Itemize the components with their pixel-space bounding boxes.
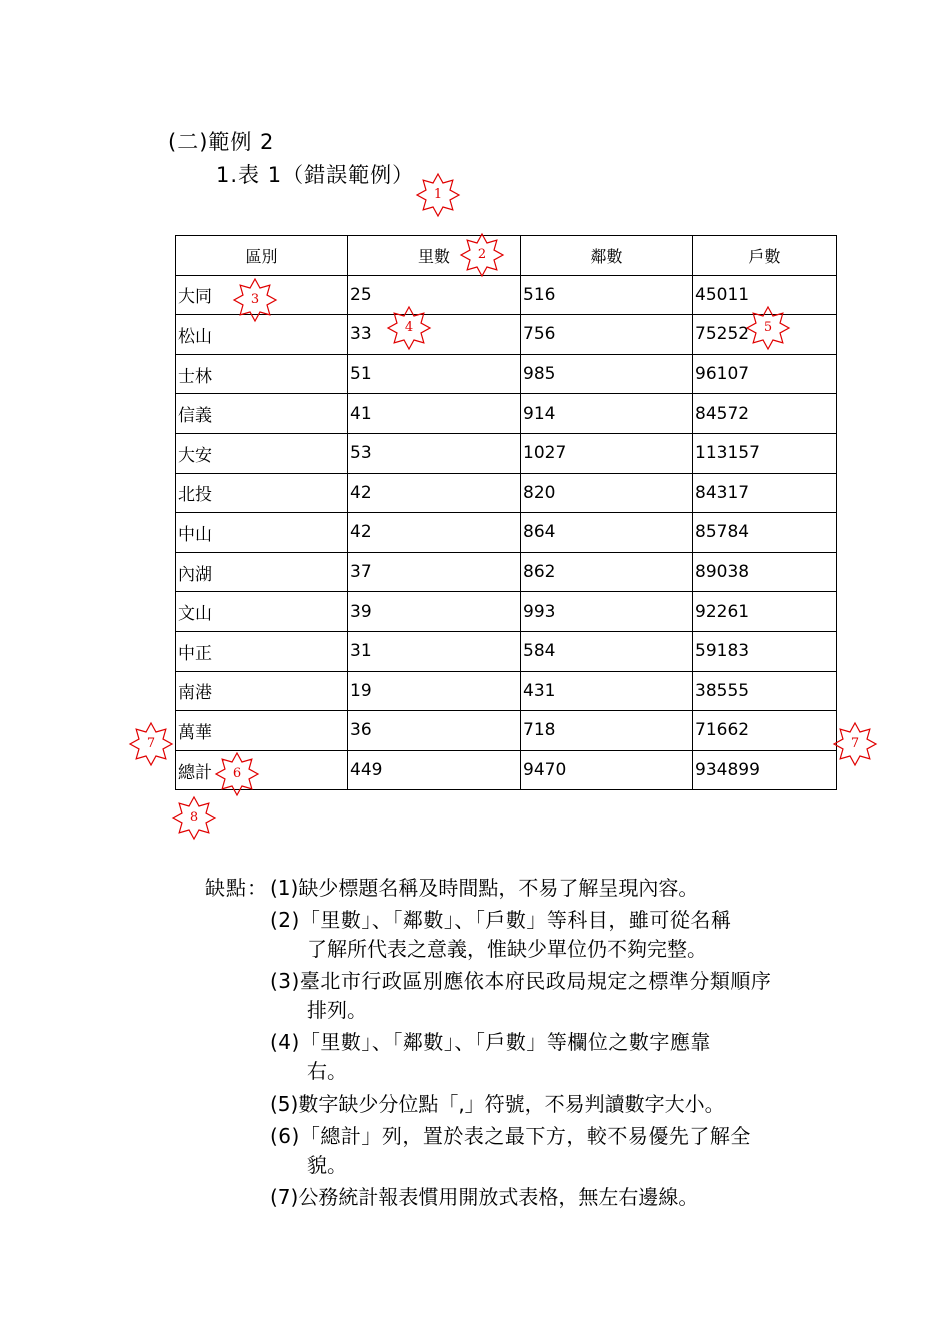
cell-li-count: 39 <box>348 592 521 632</box>
cell-household-count: 84572 <box>693 394 837 434</box>
cell-li-count: 33 <box>348 315 521 355</box>
cell-li-count: 42 <box>348 473 521 513</box>
cell-household-count: 84317 <box>693 473 837 513</box>
cell-district: 總計 <box>176 750 348 790</box>
annotation-marker-3: 3 <box>232 277 278 323</box>
cell-district: 大同 <box>176 275 348 315</box>
annotation-marker-8: 8 <box>171 795 217 841</box>
cell-district: 南港 <box>176 671 348 711</box>
note-item-5-line-1: (5)數字缺少分位點「,」符號，不易判讀數字大小。 <box>270 1092 725 1116</box>
cell-li-count: 19 <box>348 671 521 711</box>
cell-lin-count: 820 <box>521 473 693 513</box>
table-row <box>176 711 837 751</box>
annotation-marker-5: 5 <box>745 305 791 351</box>
notes-label: 缺點： <box>205 876 268 900</box>
cell-district: 中山 <box>176 513 348 553</box>
cell-lin-count: 9470 <box>521 750 693 790</box>
note-item-4-line-1: (4)「里數」、「鄰數」、「戶數」等欄位之數字應靠 <box>270 1030 711 1054</box>
cell-li-count: 36 <box>348 711 521 751</box>
note-item-7-line-1: (7)公務統計報表慣用開放式表格，無左右邊線。 <box>270 1185 699 1209</box>
note-item-2-line-1: (2)「里數」、「鄰數」、「戶數」等科目，雖可從名稱 <box>270 908 732 932</box>
annotation-marker-1: 1 <box>415 172 461 218</box>
cell-lin-count: 431 <box>521 671 693 711</box>
note-item-3-line-1: (3)臺北市行政區別應依本府民政局規定之標準分類順序 <box>270 969 772 993</box>
header-li-count: 里數 <box>348 236 521 276</box>
cell-li-count: 31 <box>348 631 521 671</box>
cell-household-count: 113157 <box>693 433 837 473</box>
table-row <box>176 631 837 671</box>
cell-lin-count: 864 <box>521 513 693 553</box>
note-item-1-line-1: (1)缺少標題名稱及時間點，不易了解呈現內容。 <box>270 876 699 900</box>
cell-lin-count: 718 <box>521 711 693 751</box>
annotation-marker-4: 4 <box>386 305 432 351</box>
header-district: 區別 <box>176 236 348 276</box>
cell-household-count: 59183 <box>693 631 837 671</box>
cell-household-count: 75252 <box>693 315 837 355</box>
cell-district: 內湖 <box>176 552 348 592</box>
table-header-row <box>176 236 837 276</box>
table-caption: 1.表 1（錯誤範例） <box>216 163 415 187</box>
cell-li-count: 25 <box>348 275 521 315</box>
note-item-6-line-2: 貌。 <box>307 1153 347 1177</box>
section-heading: (二)範例 2 <box>168 130 275 154</box>
cell-lin-count: 756 <box>521 315 693 355</box>
cell-district: 萬華 <box>176 711 348 751</box>
cell-district: 中正 <box>176 631 348 671</box>
cell-household-count: 71662 <box>693 711 837 751</box>
table-row <box>176 552 837 592</box>
cell-li-count: 37 <box>348 552 521 592</box>
cell-household-count: 934899 <box>693 750 837 790</box>
note-item-2-line-2: 了解所代表之意義，惟缺少單位仍不夠完整。 <box>307 937 707 961</box>
cell-li-count: 51 <box>348 354 521 394</box>
cell-lin-count: 584 <box>521 631 693 671</box>
cell-district: 大安 <box>176 433 348 473</box>
cell-household-count: 89038 <box>693 552 837 592</box>
header-lin-count: 鄰數 <box>521 236 693 276</box>
table-row <box>176 513 837 553</box>
note-item-6-line-1: (6)「總計」列，置於表之最下方，較不易優先了解全 <box>270 1124 751 1148</box>
annotation-marker-7-right: 7 <box>832 721 878 767</box>
table-row <box>176 473 837 513</box>
table-row <box>176 592 837 632</box>
cell-lin-count: 914 <box>521 394 693 434</box>
cell-lin-count: 862 <box>521 552 693 592</box>
note-item-4-line-2: 右。 <box>307 1059 347 1083</box>
cell-district: 士林 <box>176 354 348 394</box>
cell-household-count: 45011 <box>693 275 837 315</box>
cell-lin-count: 516 <box>521 275 693 315</box>
cell-district: 信義 <box>176 394 348 434</box>
note-item-3-line-2: 排列。 <box>307 998 367 1022</box>
table-row <box>176 354 837 394</box>
cell-li-count: 449 <box>348 750 521 790</box>
cell-li-count: 41 <box>348 394 521 434</box>
annotation-marker-6: 6 <box>214 751 260 797</box>
cell-household-count: 85784 <box>693 513 837 553</box>
table-row <box>176 671 837 711</box>
annotation-marker-7-left: 7 <box>128 721 174 767</box>
table-row <box>176 750 837 790</box>
cell-li-count: 42 <box>348 513 521 553</box>
header-household-count: 戶數 <box>693 236 837 276</box>
cell-household-count: 96107 <box>693 354 837 394</box>
table-row <box>176 394 837 434</box>
cell-li-count: 53 <box>348 433 521 473</box>
cell-lin-count: 985 <box>521 354 693 394</box>
cell-district: 文山 <box>176 592 348 632</box>
table-row <box>176 433 837 473</box>
cell-household-count: 92261 <box>693 592 837 632</box>
cell-household-count: 38555 <box>693 671 837 711</box>
annotation-marker-2: 2 <box>459 232 505 278</box>
cell-lin-count: 1027 <box>521 433 693 473</box>
cell-district: 松山 <box>176 315 348 355</box>
cell-lin-count: 993 <box>521 592 693 632</box>
cell-district: 北投 <box>176 473 348 513</box>
